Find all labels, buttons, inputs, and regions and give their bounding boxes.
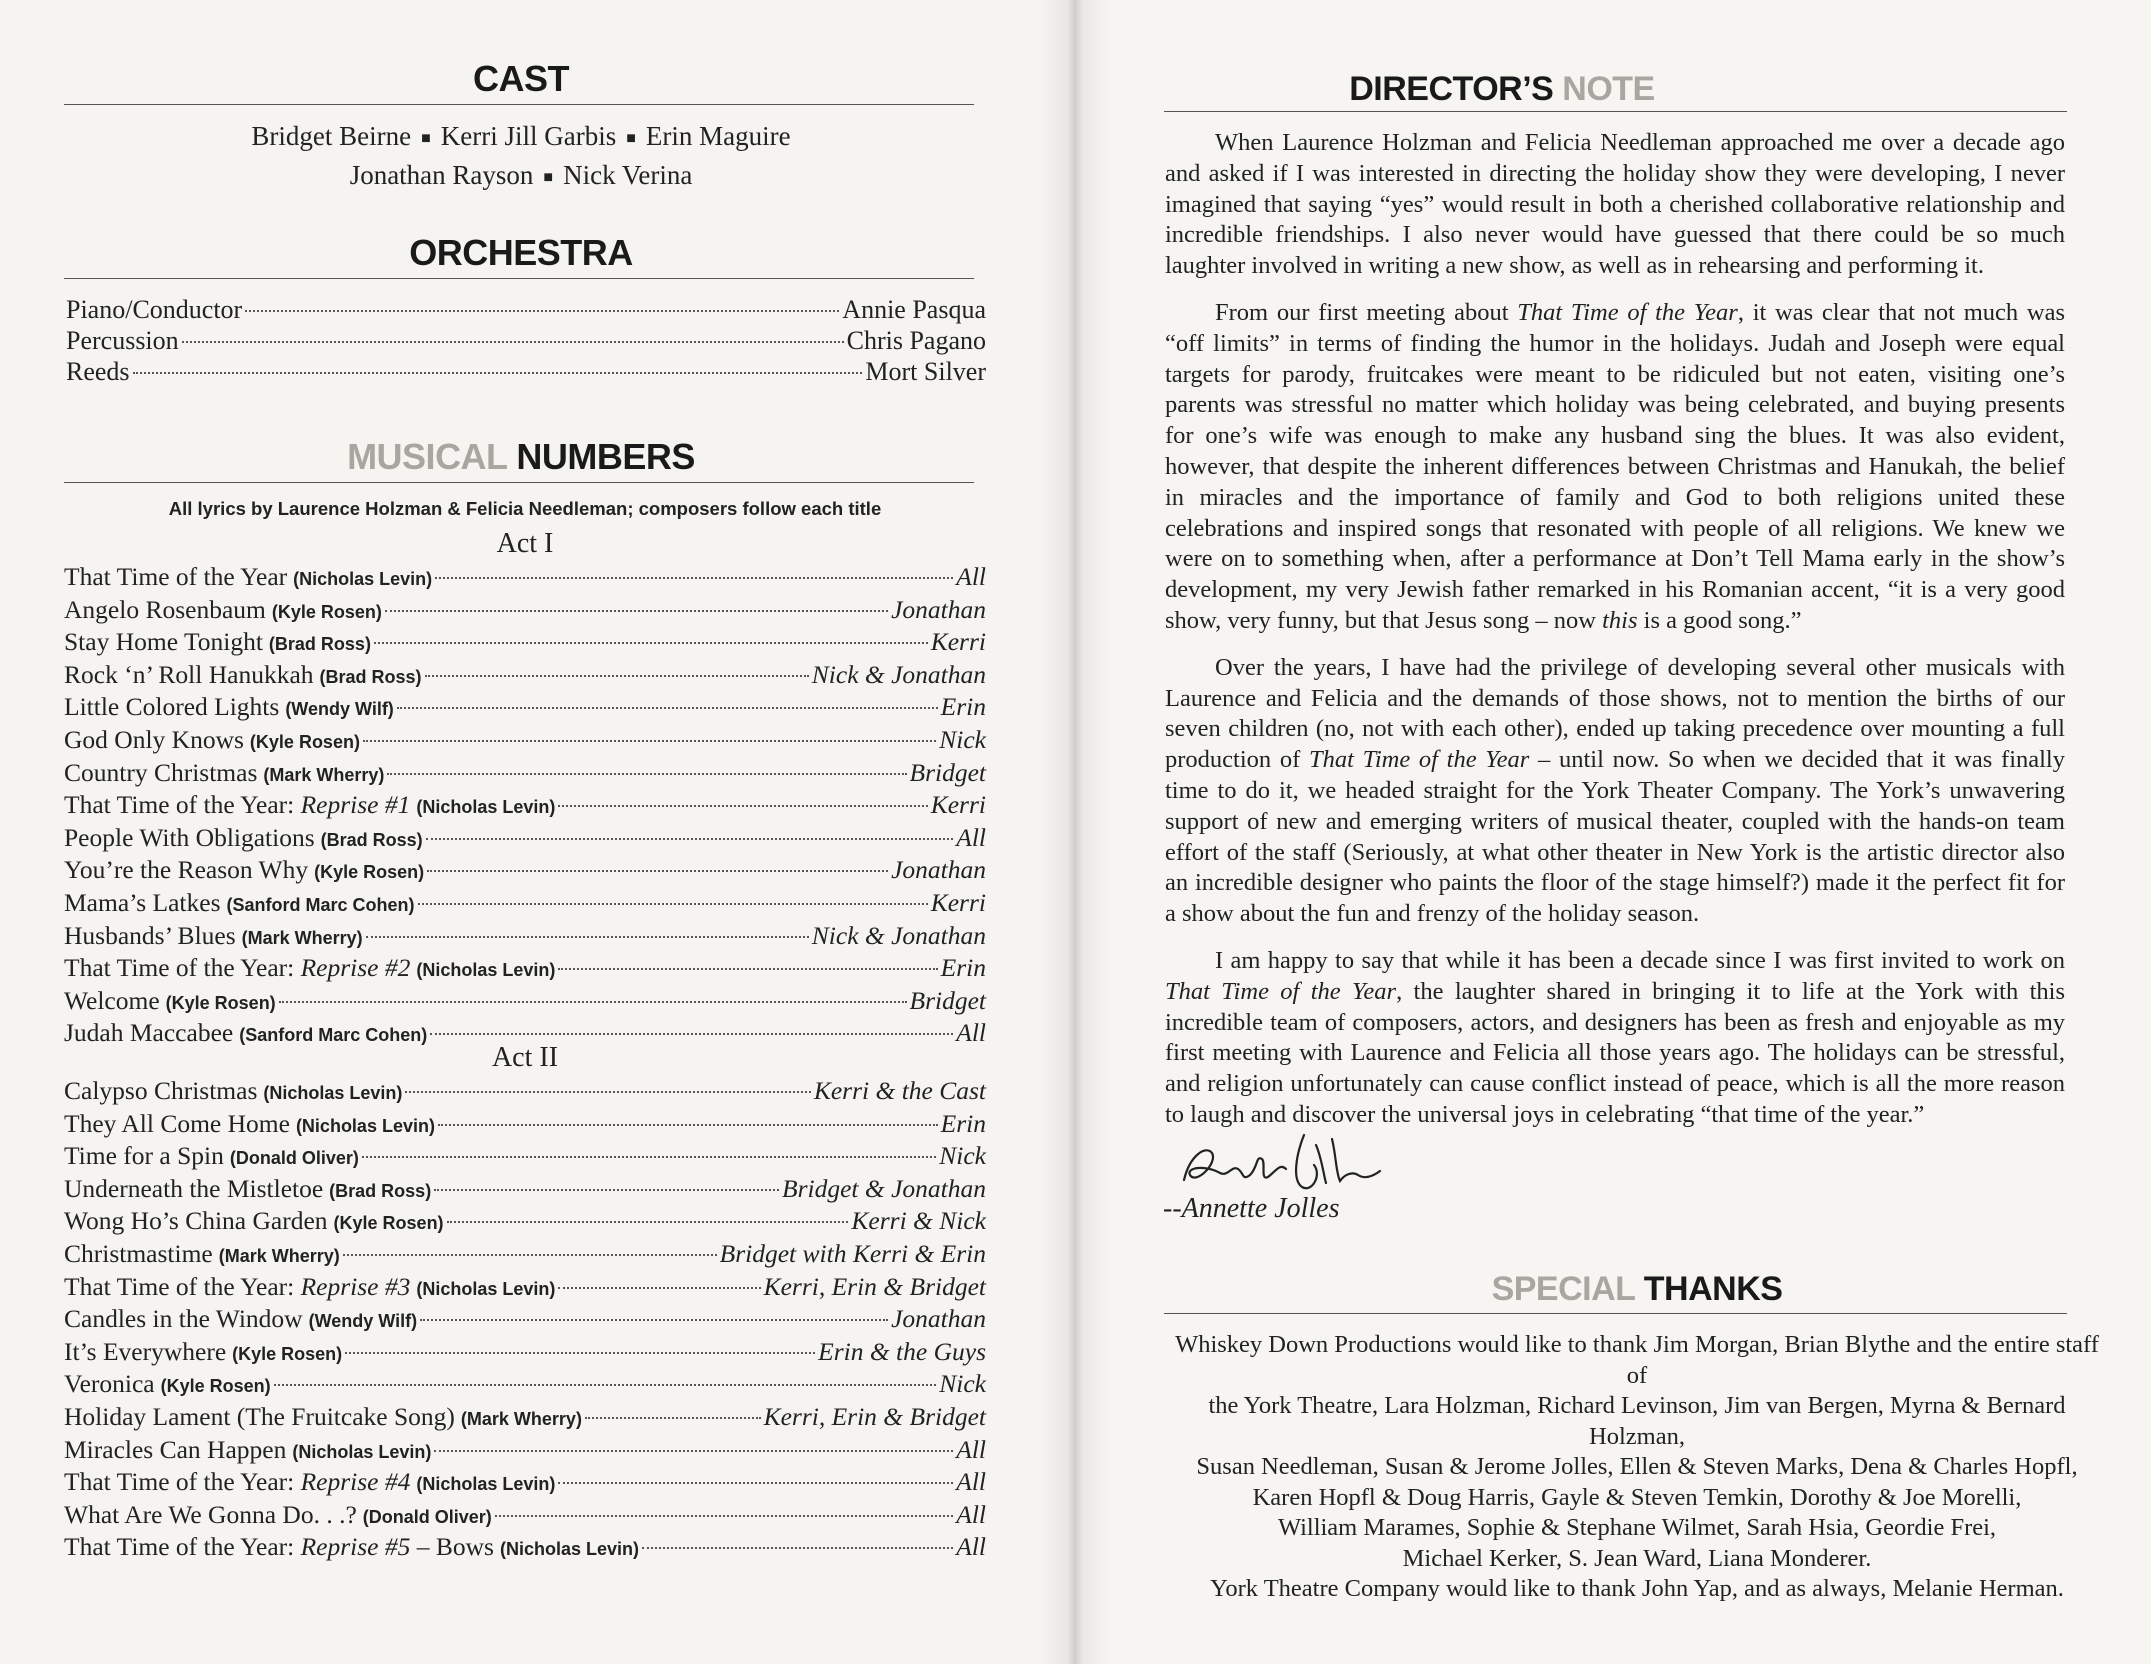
song-row — [64, 1532, 986, 1565]
leader-dots — [182, 341, 844, 343]
leader-dots — [362, 1156, 936, 1158]
orchestra-row — [66, 294, 986, 325]
leader-dots — [387, 773, 906, 775]
bullet-icon: ■ — [421, 129, 431, 147]
orchestra-musician: Mort Silver — [865, 357, 986, 386]
song-row — [64, 1304, 986, 1337]
cast-member: Kerri Jill Garbis — [440, 121, 617, 151]
song-title: That Time of the Year: Reprise #5 – Bows — [64, 1532, 494, 1562]
heading-bold-word: THANKS — [1643, 1270, 1783, 1308]
song-title: Angelo Rosenbaum — [64, 594, 266, 624]
leader-dots — [430, 1033, 953, 1035]
song-performer: All — [956, 1532, 986, 1562]
song-composer: (Nicholas Levin) — [263, 1083, 403, 1103]
song-row — [64, 1239, 986, 1272]
leader-dots — [245, 310, 839, 312]
song-composer: (Nicholas Levin) — [416, 1474, 556, 1495]
song-row — [64, 725, 986, 758]
leader-dots — [558, 1287, 760, 1289]
leader-dots — [405, 1091, 810, 1093]
leader-dots — [558, 805, 927, 807]
song-title: That Time of the Year: Reprise #4 — [64, 1467, 411, 1497]
song-performer: All — [956, 1018, 986, 1048]
thanks-line: William Marames, Sophie & Stephane Wilmet, Sarah Hsia, Geordie Frei, — [1277, 1514, 1997, 1541]
leader-dots — [642, 1547, 953, 1549]
musical-numbers-heading — [62, 436, 980, 478]
song-performer: Nick & Jonathan — [811, 659, 986, 689]
orchestra-role: Reeds — [66, 357, 130, 386]
song-composer: (Mark Wherry) — [218, 1245, 340, 1266]
leader-dots — [425, 675, 809, 677]
leader-dots — [434, 1189, 779, 1191]
thanks-line: the York Theatre, Lara Holzman, Richard Levinson, Jim van Bergen, Myrna & Bernard Holzman, — [1208, 1392, 2066, 1450]
song-performer: All — [956, 1499, 986, 1529]
song-title: Holiday Lament (The Fruitcake Song) — [64, 1401, 455, 1431]
thanks-line: Whiskey Down Productions would like to thank Jim Morgan, Brian Blythe and the entire staff of — [1175, 1331, 2099, 1389]
note-paragraph: From our first meeting about That Time of the Year, it was clear that not much was “off limits” in terms of finding the humor in the holidays. Judah and Joseph were equal targets for parody, fruitcakes were meant to be ridiculed but not eaten, visiting one’s parents was stressful no matter which holiday was being celebrated, and buying presents for one’s wife was enough to make any husband sing the blues. It was also evident, however, that despite the inherent differences between Christmas and Hanukah, the belief in miracles and the importance of family and God to both religions united these celebrations and inspired songs that resonated with people of all religions. We knew we were on to something when, after a performance at Don’t Tell Mama early in the show’s development, my very Jewish father remarked in his Romanian accent, “it is a very good show, very funny, but that Jesus song – now this is a good song.” — [1165, 298, 2065, 634]
song-title: Time for a Spin — [64, 1141, 224, 1171]
song-row — [64, 855, 986, 888]
cast-heading: CAST — [473, 58, 569, 99]
act-1-song-list — [64, 562, 986, 1051]
leader-dots — [438, 1124, 938, 1126]
song-performer: Kerri — [930, 627, 986, 657]
leader-dots — [363, 740, 936, 742]
song-title: What Are We Gonna Do. . .? — [64, 1499, 357, 1529]
song-row — [64, 921, 986, 954]
song-performer: Bridget — [909, 985, 986, 1015]
act-2-label: Act II — [491, 1042, 559, 1073]
song-row — [64, 1141, 986, 1174]
leader-dots — [274, 1384, 937, 1386]
song-composer: (Kyle Rosen) — [271, 601, 382, 622]
song-performer: Kerri — [930, 887, 986, 917]
note-paragraph: Over the years, I have had the privilege of developing several other musicals with Laurence and Felicia and the demands of those shows, not to mention the births of our seven children (no, not with each other), ended up taking precedence over mounting a full production of That Time of the Year – until now. So when we decided that it was finally time to do it, we headed straight for the York Theater Company. The York’s unwavering support of new and emerging writers of musical theater, coupled with the hands-on team effort of the staff (Seriously, at what other theater in New York is the artistic director also an incredible designer who paints the floor of the stage himself?) made it the perfect fit for a show about the fun and frenzy of the holiday season. — [1165, 653, 2065, 928]
song-row — [64, 1402, 986, 1435]
song-composer: (Brad Ross) — [268, 634, 371, 655]
song-row — [64, 1500, 986, 1533]
song-composer: (Kyle Rosen) — [314, 862, 425, 883]
song-composer: (Sanford Marc Cohen) — [226, 894, 415, 915]
special-thanks-rule — [1164, 1313, 2067, 1314]
orchestra-row — [66, 325, 986, 356]
song-row — [64, 627, 986, 660]
song-composer: (Nicholas Levin) — [416, 1278, 556, 1299]
song-performer: Nick — [939, 1141, 986, 1171]
cast-line-1 — [62, 118, 980, 157]
song-performer: Erin — [940, 953, 986, 983]
thanks-line: Karen Hopfl & Doug Harris, Gayle & Steven Temkin, Dorothy & Joe Morelli, — [1252, 1483, 2022, 1511]
song-row — [64, 1206, 986, 1239]
song-composer: (Donald Oliver) — [362, 1506, 492, 1527]
leader-dots — [345, 1352, 815, 1354]
song-performer: All — [956, 1467, 986, 1497]
left-page — [0, 0, 1072, 1664]
song-title: Country Christmas — [64, 757, 258, 787]
song-composer: (Brad Ross) — [320, 829, 423, 850]
song-title: Calypso Christmas — [64, 1076, 258, 1105]
song-title: Welcome — [64, 985, 160, 1015]
song-title: Wong Ho’s China Garden — [64, 1206, 328, 1236]
song-title: People With Obligations — [64, 822, 315, 852]
song-title: They All Come Home — [64, 1108, 290, 1138]
leader-dots — [343, 1254, 717, 1256]
song-title: Mama’s Latkes — [64, 887, 221, 917]
song-performer: Jonathan — [891, 1304, 986, 1334]
song-row — [64, 692, 986, 725]
song-performer: Nick — [939, 1369, 986, 1399]
song-performer: Nick & Jonathan — [811, 920, 986, 950]
note-paragraph: When Laurence Holzman and Felicia Needleman approached me over a decade ago and asked if I was interested in directing the holiday show they were developing, I never imagined that saying “yes” would result in both a cherished collaborative relationship and incredible friendships. I also never would have guessed that there could be so much laughter involved in writing a new show, as well as in rehearsing and performing it. — [1165, 129, 2065, 280]
song-performer: Erin & the Guys — [818, 1336, 986, 1366]
heading-light-word: SPECIAL — [1491, 1270, 1635, 1308]
leader-dots — [495, 1515, 953, 1517]
orchestra-musician: Chris Pagano — [846, 326, 986, 355]
song-row — [64, 790, 986, 823]
leader-dots — [397, 707, 938, 709]
orchestra-role: Piano/Conductor — [66, 295, 243, 324]
song-title: Rock ‘n’ Roll Hanukkah — [64, 659, 314, 689]
song-performer: Kerri & the Cast — [813, 1076, 986, 1105]
song-row — [64, 986, 986, 1019]
song-performer: Kerri — [930, 790, 986, 820]
song-row — [64, 1435, 986, 1468]
leader-dots — [434, 1450, 953, 1452]
orchestra-rule — [64, 278, 974, 279]
song-composer: (Kyle Rosen) — [333, 1213, 444, 1234]
song-row — [64, 823, 986, 856]
song-title: That Time of the Year — [64, 562, 288, 591]
song-composer: (Kyle Rosen) — [160, 1376, 271, 1397]
song-title: Judah Maccabee — [64, 1018, 234, 1048]
song-performer: Bridget with Kerri & Erin — [719, 1238, 986, 1268]
song-row — [64, 660, 986, 693]
song-performer: Kerri & Nick — [851, 1206, 986, 1236]
orchestra-role: Percussion — [66, 326, 179, 355]
heading-light-word: NOTE — [1562, 70, 1655, 108]
leader-dots — [447, 1221, 849, 1223]
orchestra-row — [66, 356, 986, 387]
song-title: It’s Everywhere — [64, 1336, 227, 1366]
leader-dots — [558, 968, 937, 970]
song-composer: (Mark Wherry) — [241, 927, 363, 948]
song-performer: All — [956, 562, 986, 591]
song-composer: (Sanford Marc Cohen) — [239, 1025, 428, 1046]
thanks-line: Susan Needleman, Susan & Jerome Jolles, Ellen & Steven Marks, Dena & Charles Hopfl, — [1196, 1453, 2078, 1480]
cast-member: Erin Maguire — [645, 121, 791, 151]
song-title: Veronica — [64, 1369, 155, 1399]
song-title: That Time of the Year: Reprise #2 — [64, 953, 411, 983]
thanks-line: Michael Kerker, S. Jean Ward, Liana Monderer. — [1402, 1544, 1872, 1572]
heading-light-word: MUSICAL — [347, 436, 507, 477]
leader-dots — [558, 1482, 953, 1484]
song-performer: All — [956, 1434, 986, 1464]
orchestra-musician: Annie Pasqua — [842, 295, 986, 324]
song-performer: Bridget — [909, 757, 986, 787]
song-performer: Erin — [940, 1108, 986, 1138]
cast-list — [62, 118, 980, 196]
cast-member: Bridget Beirne — [251, 121, 412, 151]
song-row — [64, 1076, 986, 1109]
song-row — [64, 595, 986, 628]
thanks-line: York Theatre Company would like to thank John Yap, and as always, Melanie Herman. — [1210, 1575, 2064, 1602]
song-composer: (Nicholas Levin) — [499, 1539, 640, 1560]
leader-dots — [366, 936, 809, 938]
song-row — [64, 758, 986, 791]
song-row — [64, 562, 986, 595]
song-row — [64, 953, 986, 986]
leader-dots — [585, 1417, 761, 1419]
orchestra-list — [66, 294, 986, 387]
song-composer: (Kyle Rosen) — [165, 992, 276, 1013]
leader-dots — [418, 903, 928, 905]
heading-bold-word: NUMBERS — [516, 436, 695, 477]
song-row — [64, 1337, 986, 1370]
song-composer: (Wendy Wilf) — [308, 1311, 418, 1332]
song-composer: (Nicholas Levin) — [416, 797, 556, 818]
act-1-label: Act I — [496, 528, 554, 559]
song-row — [64, 1467, 986, 1500]
directors-note-rule — [1164, 111, 2067, 112]
song-performer: All — [956, 822, 986, 852]
heading-bold-word: DIRECTOR’S — [1349, 70, 1554, 108]
note-paragraph: I am happy to say that while it has been a decade since I was first invited to work on That Time of the Year, the laughter shared in bringing it to life at the York with this incredible team of composers, actors, and designers has been as fresh and enjoyable as my first meeting with Laurence and Felicia all those years ago. The holidays can be stressful, and religion unfortunately can cause conflict instead of peace, which is all the more reason to laugh and discover the universal joys in celebrating “that time of the year.” — [1165, 946, 2065, 1128]
song-composer: (Nicholas Levin) — [292, 1441, 432, 1462]
song-row — [64, 1272, 986, 1305]
song-title: You’re the Reason Why — [64, 855, 309, 885]
act-2-song-list — [64, 1076, 986, 1565]
cast-rule — [64, 104, 974, 105]
song-performer: Bridget & Jonathan — [782, 1173, 986, 1203]
directors-note-body — [1165, 128, 2065, 1147]
song-row — [64, 1109, 986, 1142]
song-performer: Nick — [939, 724, 986, 754]
song-composer: (Mark Wherry) — [263, 764, 385, 785]
leader-dots — [427, 870, 888, 872]
song-row — [64, 888, 986, 921]
song-title: Little Colored Lights — [64, 692, 280, 722]
signature-name: --Annette Jolles — [1163, 1193, 1340, 1224]
leader-dots — [385, 610, 888, 612]
special-thanks-heading — [1162, 1270, 2112, 1309]
musical-numbers-rule — [64, 482, 974, 483]
leader-dots — [435, 577, 953, 579]
song-title: Husbands’ Blues — [64, 920, 236, 950]
directors-note-heading — [1192, 70, 1812, 109]
song-composer: (Brad Ross) — [319, 666, 422, 687]
song-title: That Time of the Year: Reprise #1 — [64, 790, 411, 820]
lyrics-credit: All lyrics by Laurence Holzman & Felicia Needleman; composers follow each title — [168, 498, 882, 519]
song-performer: Kerri, Erin & Bridget — [763, 1401, 986, 1431]
special-thanks-body — [1162, 1330, 2112, 1605]
song-performer: Jonathan — [891, 594, 986, 624]
song-composer: (Donald Oliver) — [229, 1148, 359, 1169]
song-composer: (Nicholas Levin) — [416, 960, 556, 981]
bullet-icon: ■ — [543, 168, 554, 186]
song-composer: (Nicholas Levin) — [295, 1115, 435, 1136]
song-row — [64, 1369, 986, 1402]
cast-line-2 — [62, 157, 980, 196]
song-title: Christmastime — [64, 1238, 213, 1268]
song-composer: (Kyle Rosen) — [232, 1343, 343, 1364]
orchestra-heading: ORCHESTRA — [409, 232, 633, 273]
song-title: Candles in the Window — [64, 1304, 303, 1334]
leader-dots — [374, 642, 928, 644]
leader-dots — [426, 838, 954, 840]
cast-member: Jonathan Rayson — [349, 159, 534, 190]
song-composer: (Nicholas Levin) — [293, 569, 433, 589]
leader-dots — [279, 1001, 907, 1003]
song-performer: Jonathan — [891, 855, 986, 885]
song-composer: (Brad Ross) — [329, 1180, 432, 1201]
song-performer: Kerri, Erin & Bridget — [763, 1271, 986, 1301]
song-composer: (Kyle Rosen) — [249, 731, 360, 752]
bullet-icon: ■ — [626, 129, 636, 147]
song-title: Stay Home Tonight — [64, 627, 263, 657]
song-title: That Time of the Year: Reprise #3 — [64, 1271, 411, 1301]
song-composer: (Mark Wherry) — [460, 1408, 582, 1429]
song-title: God Only Knows — [64, 724, 244, 754]
song-title: Miracles Can Happen — [64, 1434, 287, 1464]
book-gutter — [1040, 0, 1110, 1664]
song-performer: Erin — [940, 692, 986, 722]
leader-dots — [133, 372, 863, 374]
song-row — [64, 1174, 986, 1207]
song-title: Underneath the Mistletoe — [64, 1173, 324, 1203]
song-composer: (Wendy Wilf) — [285, 699, 394, 720]
leader-dots — [420, 1319, 888, 1321]
cast-member: Nick Verina — [563, 159, 693, 190]
